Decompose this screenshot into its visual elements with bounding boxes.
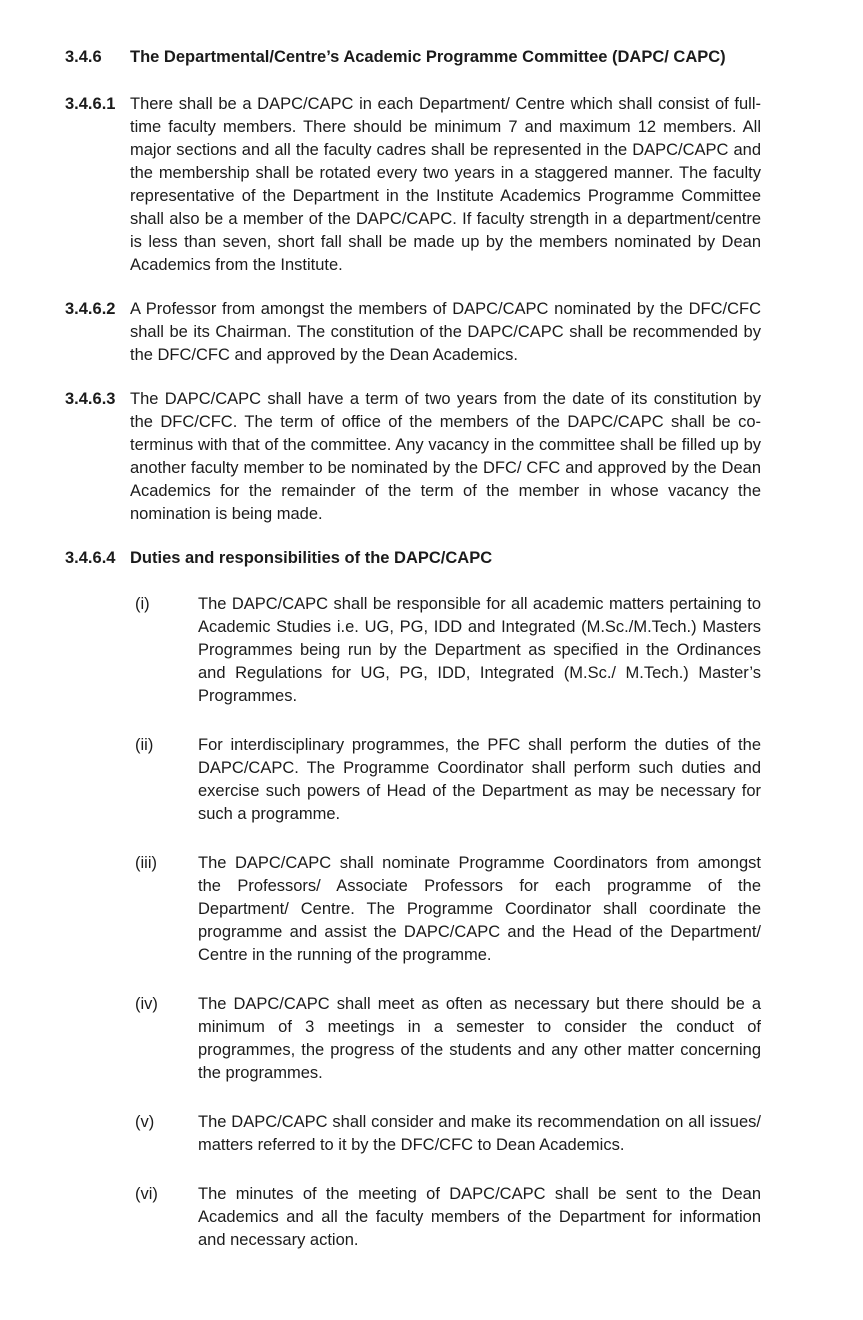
list-item-label: (iii): [135, 854, 157, 872]
list-item-text: The DAPC/CAPC shall nominate Programme Coordinators from amongst the Professors/ Associate Professors for each programme of the Department/ Centre. The Programme Coordinator shall coordinate the programme and assist the DAPC/CAPC and the Head of the Department/ Centre in the running of the programme.: [198, 854, 761, 964]
list-item-text: For interdisciplinary programmes, the PFC shall perform the duties of the DAPC/CAPC. The Programme Coordinator shall perform such duties and exercise such powers of Head of the Department as may be necessary for such a programme.: [198, 736, 761, 823]
paragraph-number: 3.4.6.3: [65, 390, 116, 408]
list-item: [135, 734, 761, 826]
list-item-label: (iv): [135, 995, 158, 1013]
list-item-label: (ii): [135, 736, 154, 754]
paragraph-3461: [65, 93, 761, 277]
paragraph-text: There shall be a DAPC/CAPC in each Department/ Centre which shall consist of full-time faculty members. There should be minimum 7 and maximum 12 members. All major sections and all the faculty cadres shall be represented in the DAPC/CAPC and the membership shall be rotated every two years in a staggered manner. The faculty representative of the Department in the Institute Academics Programme Committee shall also be a member of the DAPC/CAPC. If faculty strength in a department/centre is less than seven, short fall shall be made up by the members nominated by Dean Academics from the Institute.: [130, 95, 761, 274]
paragraph-number: 3.4.6.1: [65, 95, 116, 113]
section-number: 3.4.6: [65, 48, 102, 66]
list-item-text: The DAPC/CAPC shall consider and make its recommendation on all issues/ matters referred to it by the DFC/CFC to Dean Academics.: [198, 1113, 761, 1154]
paragraph-number: 3.4.6.2: [65, 300, 116, 318]
subsection-title: Duties and responsibilities of the DAPC/CAPC: [130, 549, 493, 567]
list-item: [135, 1111, 761, 1157]
list-item: [135, 593, 761, 708]
duties-list: [135, 593, 761, 1252]
list-item-text: The minutes of the meeting of DAPC/CAPC shall be sent to the Dean Academics and all the faculty members of the Department for information and necessary action.: [198, 1185, 761, 1249]
paragraph-3462: [65, 298, 761, 367]
list-item: [135, 1183, 761, 1252]
list-item: [135, 852, 761, 967]
list-item-text: The DAPC/CAPC shall meet as often as necessary but there should be a minimum of 3 meetings in a semester to consider the conduct of programmes, the progress of the students and any other matter concerning the programmes.: [198, 995, 761, 1082]
section-heading: [65, 46, 761, 69]
paragraph-text: A Professor from amongst the members of DAPC/CAPC nominated by the DFC/CFC shall be its Chairman. The constitution of the DAPC/CAPC shall be recommended by the DFC/CFC and approved by the Dean Academics.: [130, 300, 761, 364]
list-item: [135, 993, 761, 1085]
list-item-label: (i): [135, 595, 150, 613]
subsection-heading: [65, 547, 761, 570]
list-item-label: (v): [135, 1113, 155, 1131]
list-item-label: (vi): [135, 1185, 158, 1203]
subsection-number: 3.4.6.4: [65, 549, 116, 567]
section-title: The Departmental/Centre’s Academic Programme Committee (DAPC/ CAPC): [130, 48, 726, 66]
list-item-text: The DAPC/CAPC shall be responsible for all academic matters pertaining to Academic Studies i.e. UG, PG, IDD and Integrated (M.Sc./M.Tech.) Masters Programmes being run by the Department as specified in the Ordinances and Regulations for UG, PG, IDD, Integrated (M.Sc./ M.Tech.) Master’s Programmes.: [198, 595, 761, 705]
paragraph-3463: [65, 388, 761, 526]
paragraph-text: The DAPC/CAPC shall have a term of two years from the date of its constitution by the DFC/CFC. The term of office of the members of the DAPC/CAPC shall be co-terminus with that of the committee. Any vacancy in the committee shall be filled up by another faculty member to be nominated by the DFC/ CFC and approved by the Dean Academics for the remainder of the term of the member in whose vacancy the nomination is being made.: [130, 390, 761, 523]
